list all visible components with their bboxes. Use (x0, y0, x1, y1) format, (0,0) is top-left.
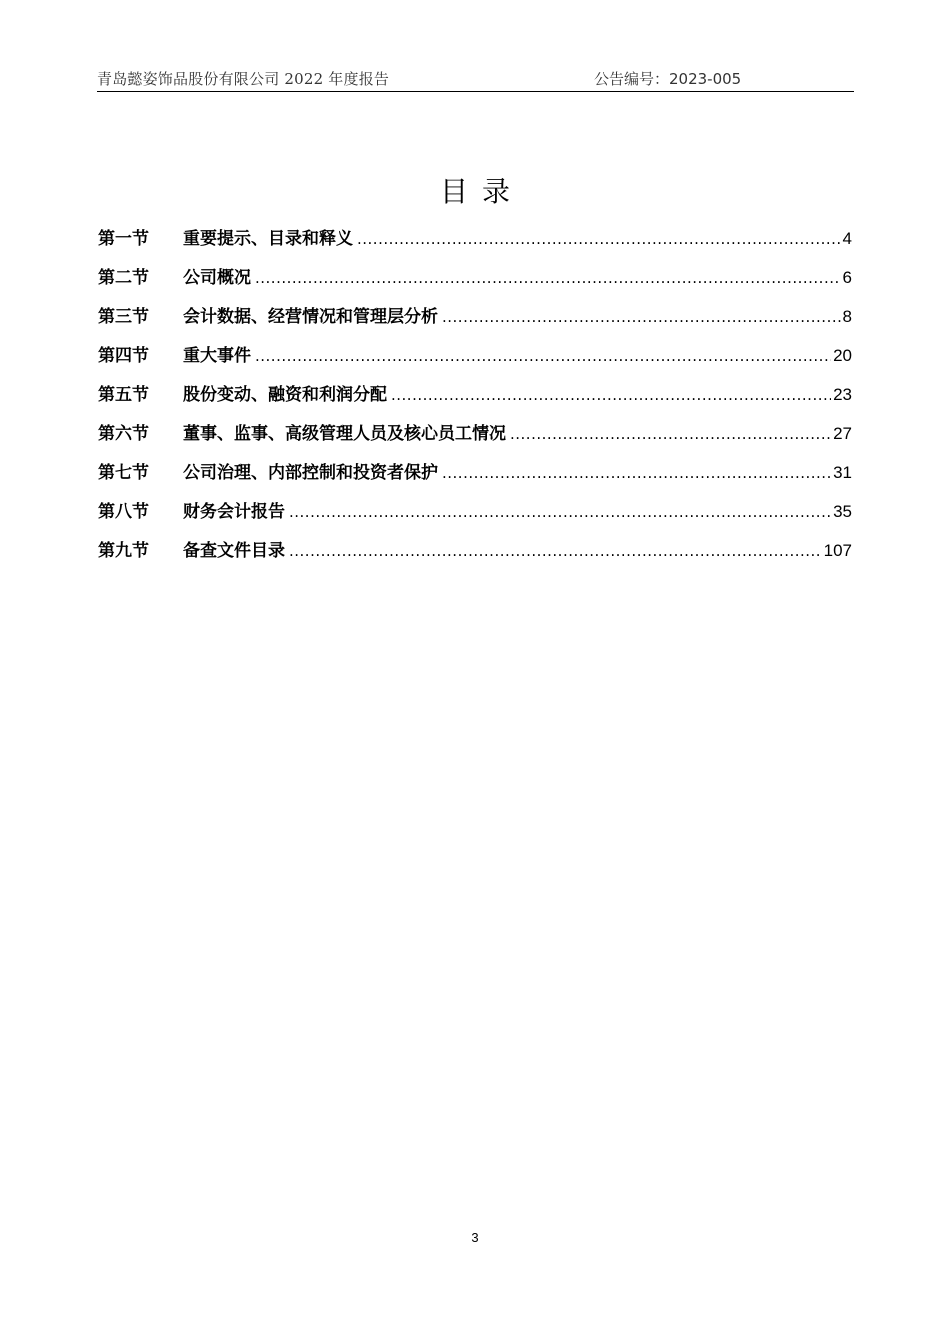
toc-entry-section-9[interactable] (98, 536, 852, 575)
toc-entry-section-5[interactable] (98, 380, 852, 419)
running-header (97, 66, 854, 92)
toc-section-heading: 股份变动、融资和利润分配 (183, 385, 387, 405)
toc-section-heading: 董事、监事、高级管理人员及核心员工情况 (183, 424, 506, 444)
toc-dot-leader (510, 419, 831, 449)
toc-dot-leader (442, 302, 841, 332)
toc-section-number: 第四节 (98, 346, 149, 366)
toc-title: 目录 (439, 175, 524, 208)
toc-section-number: 第一节 (98, 229, 149, 249)
header-company-name: 青岛懿姿饰品股份有限公司 2022 年度报告 (97, 70, 390, 88)
toc-entry-section-6[interactable] (98, 419, 852, 458)
toc-section-heading: 会计数据、经营情况和管理层分析 (183, 307, 438, 327)
toc-section-number: 第七节 (98, 463, 149, 483)
toc-section-number: 第五节 (98, 385, 149, 405)
toc-entry-section-1[interactable] (98, 224, 852, 263)
toc-dot-leader (289, 536, 822, 566)
toc-entry-section-2[interactable] (98, 263, 852, 302)
toc-section-number: 第八节 (98, 502, 149, 522)
toc-dot-leader (357, 224, 841, 254)
toc-section-heading: 备查文件目录 (183, 541, 285, 561)
toc-page-number: 23 (833, 385, 852, 404)
toc-section-number: 第六节 (98, 424, 149, 444)
toc-section-heading: 公司治理、内部控制和投资者保护 (183, 463, 438, 483)
toc-page-number: 31 (833, 463, 852, 482)
header-notice-number: 公告编号：2023-005 (594, 70, 742, 88)
toc-entry-section-3[interactable] (98, 302, 852, 341)
toc-section-heading: 重要提示、目录和释义 (183, 229, 353, 249)
toc-page-number: 8 (842, 307, 852, 326)
toc-dot-leader (289, 497, 831, 527)
table-of-contents (98, 224, 852, 575)
toc-page-number: 20 (833, 346, 852, 365)
toc-section-heading: 财务会计报告 (183, 502, 285, 522)
toc-section-heading: 公司概况 (183, 268, 251, 288)
toc-page-number: 35 (833, 502, 852, 521)
toc-page-number: 107 (823, 541, 852, 560)
toc-dot-leader (442, 458, 831, 488)
toc-section-heading: 重大事件 (183, 346, 251, 366)
toc-section-number: 第九节 (98, 541, 149, 561)
toc-entry-section-7[interactable] (98, 458, 852, 497)
toc-page-number: 27 (833, 424, 852, 443)
page-number: 3 (471, 1230, 479, 1245)
toc-page-number: 4 (842, 229, 852, 248)
toc-dot-leader (255, 263, 841, 293)
toc-section-number: 第二节 (98, 268, 149, 288)
toc-section-number: 第三节 (98, 307, 149, 327)
toc-page-number: 6 (842, 268, 852, 287)
toc-dot-leader (255, 341, 831, 371)
toc-dot-leader (391, 380, 831, 410)
toc-entry-section-4[interactable] (98, 341, 852, 380)
toc-entry-section-8[interactable] (98, 497, 852, 536)
